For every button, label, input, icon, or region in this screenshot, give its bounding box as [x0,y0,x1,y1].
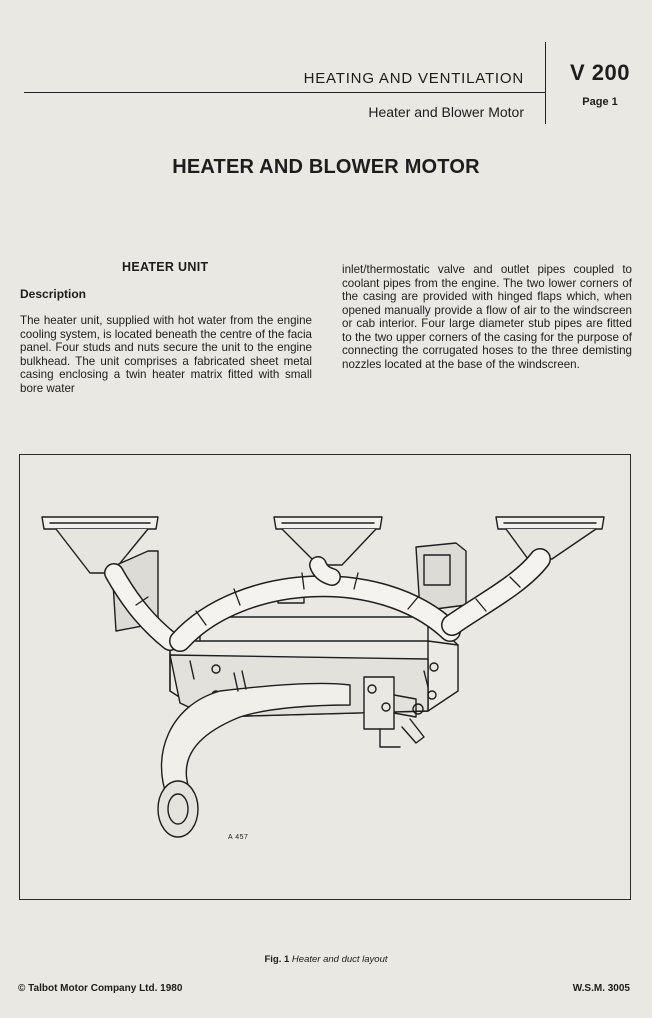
header-divider [545,42,546,124]
wsm-number: W.S.M. 3005 [572,983,630,994]
manual-code: V 200 [570,60,630,85]
figure-label: Fig. 1 [264,954,290,965]
right-demist-nozzle [496,517,604,559]
subsection-title: Heater and Blower Motor [368,104,524,120]
figure-reference: A 457 [228,834,249,841]
page-title: HEATER AND BLOWER MOTOR [172,156,480,178]
section-title: HEATING AND VENTILATION [303,70,524,87]
figure-caption [0,954,652,965]
figure-frame [19,454,631,900]
heater-unit-heading: HEATER UNIT [122,260,209,274]
centre-demist-nozzle [274,517,382,565]
description-paragraph-right: inlet/thermostatic valve and outlet pipes coupled to coolant pipes from the engine. The two lower corners of the casing are provided with hinged flaps which, when opened manually provide a flow of air to the windscreen or cab interior. Four large diameter stub pipes are fitted to the two upper corners of the casing for the purpose of connecting the corrugated hoses to the three demisting nozzles located at the base of the windscreen. [342,263,632,371]
header-rule [24,92,546,93]
description-heading: Description [20,287,87,301]
heater-duct-illustration [20,455,629,898]
copyright-notice: © Talbot Motor Company Ltd. 1980 [18,983,183,994]
page-number: Page 1 [582,96,618,108]
description-paragraph-left: The heater unit, supplied with hot water from the engine cooling system, is located beneath the centre of the facia panel. Four studs and nuts secure the unit to the engine bulkhead. The unit comprises a fabricated sheet metal casing enclosing a twin heater matrix fitted with small bore water [20,314,312,395]
figure-caption-text: Heater and duct layout [291,954,388,965]
